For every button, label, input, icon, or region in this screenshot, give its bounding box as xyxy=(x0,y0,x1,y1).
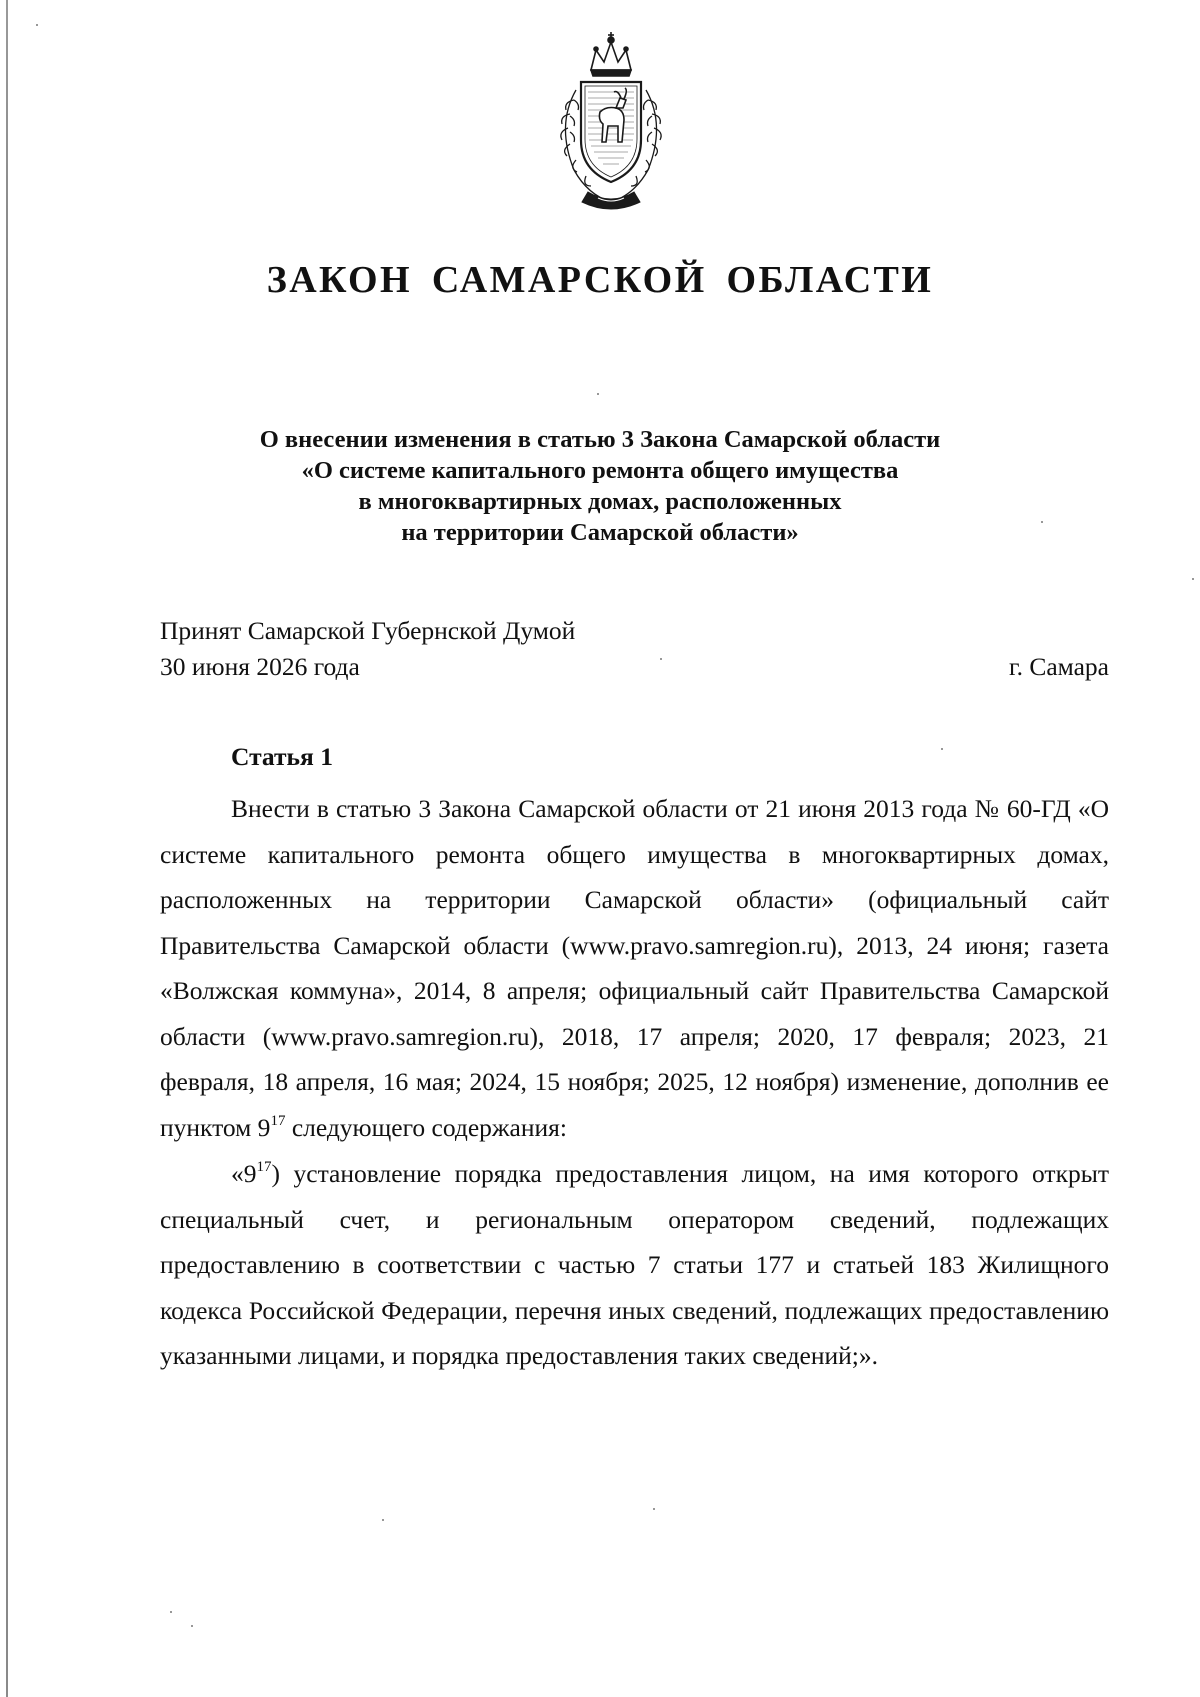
superscript: 17 xyxy=(256,1159,272,1175)
adopted-by: Принят Самарской Губернской Думой xyxy=(160,616,576,645)
scan-speck xyxy=(36,24,38,26)
paragraph-text: ) установление порядка предоставления лицом, на имя которого открыт специальный счет, и региональным оператором сведений, подлежащих предоставлению в соответствии с частью 7 статьи 177 и статьей 183 Жилищного кодекса Российской Федерации, перечня иных сведений, подлежащих предоставлению указанными лицами, и порядка предоставления таких сведений;». xyxy=(160,1159,1109,1370)
paragraph-text: следующего содержания: xyxy=(285,1112,567,1142)
article-body xyxy=(160,786,1109,1379)
article-heading: Статья 1 xyxy=(231,742,333,771)
adoption-date: 30 июня 2026 года xyxy=(160,652,360,681)
paragraph-text: Внести в статью 3 Закона Самарской области от 21 июня 2013 года № 60-ГД «О системе капитального ремонта общего имущества в многоквартирных домах, расположенных на территории Самарской области» (официальный сайт Правительства Самарской области (www.pravo.samregion.ru), 2013, 24 июня; газета «Волжская коммуна», 2014, 8 апреля; официальный сайт Правительства Самарской области (www.pravo.samregion.ru), 2018, 17 апреля; 2020, 17 февраля; 2023, 21 февраля, 18 апреля, 16 мая; 2024, 15 ноября; 2025, 12 ноября) изменение, дополнив ее пунктом 9 xyxy=(160,794,1109,1142)
adoption-city: г. Самара xyxy=(1008,652,1109,681)
adoption-block xyxy=(160,613,575,685)
scan-speck xyxy=(660,658,662,660)
subject-line: на территории Самарской области» xyxy=(401,519,799,546)
superscript: 17 xyxy=(270,1112,286,1129)
subject-line: «О системе капитального ремонта общего имущества xyxy=(301,457,899,484)
article-paragraph xyxy=(160,786,1109,1150)
samara-coat-of-arms-icon xyxy=(536,30,686,215)
paragraph-text: «9 xyxy=(231,1159,257,1188)
scan-speck xyxy=(941,748,943,750)
scan-speck xyxy=(382,1519,384,1521)
law-title: ЗАКОН САМАРСКОЙ ОБЛАСТИ xyxy=(266,259,934,301)
scan-speck xyxy=(1041,521,1043,523)
law-subject xyxy=(0,424,1200,548)
scan-speck xyxy=(1192,578,1194,580)
scan-speck xyxy=(653,1508,655,1510)
scan-speck xyxy=(597,393,599,395)
article-paragraph xyxy=(160,1151,1109,1379)
scan-edge-line xyxy=(6,0,8,1697)
scan-speck xyxy=(170,1611,172,1613)
scan-speck xyxy=(191,1625,193,1627)
subject-line: в многоквартирных домах, расположенных xyxy=(358,488,842,515)
subject-line: О внесении изменения в статью 3 Закона Самарской области xyxy=(259,426,941,453)
